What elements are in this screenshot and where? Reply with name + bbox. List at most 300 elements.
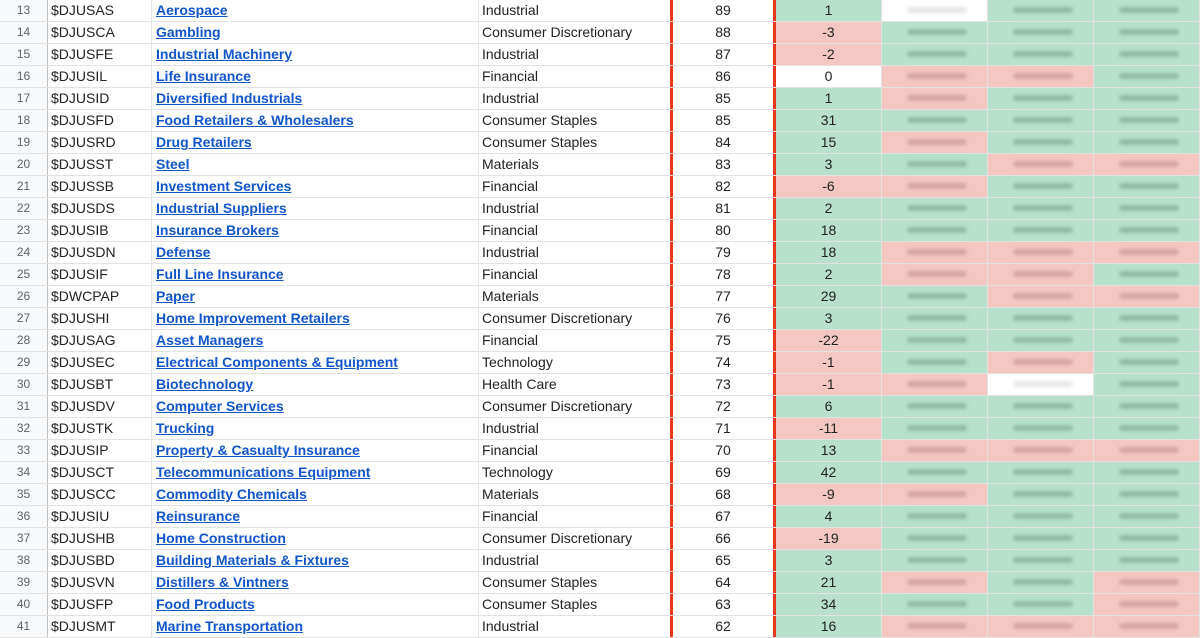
ticker-cell[interactable]: $DJUSCT (48, 462, 152, 483)
rank-cell[interactable]: 66 (670, 528, 776, 549)
blurred-cell[interactable] (988, 330, 1094, 351)
rank-cell[interactable]: 78 (670, 264, 776, 285)
sector-cell[interactable]: Consumer Discretionary (482, 310, 633, 326)
row-number[interactable]: 22 (0, 198, 48, 219)
blurred-cell[interactable] (882, 462, 988, 483)
row-number[interactable]: 25 (0, 264, 48, 285)
industry-name-cell[interactable] (152, 396, 479, 417)
ticker-cell[interactable]: $DJUSEC (48, 352, 152, 373)
sector-cell[interactable]: Materials (482, 288, 539, 304)
blurred-cell[interactable] (988, 264, 1094, 285)
rank-change-cell[interactable]: -11 (776, 418, 882, 439)
ticker-cell[interactable]: $DJUSAG (48, 330, 152, 351)
blurred-cell[interactable] (882, 242, 988, 263)
blurred-cell[interactable] (1094, 22, 1200, 43)
ticker-cell[interactable]: $DJUSBT (48, 374, 152, 395)
industry-link[interactable]: Life Insurance (156, 68, 251, 84)
blurred-cell[interactable] (1094, 440, 1200, 461)
rank-cell[interactable]: 77 (670, 286, 776, 307)
blurred-cell[interactable] (988, 462, 1094, 483)
blurred-cell[interactable] (988, 154, 1094, 175)
row-number[interactable]: 32 (0, 418, 48, 439)
table-row (0, 242, 1200, 264)
rank-cell[interactable]: 84 (670, 132, 776, 153)
blurred-cell[interactable] (882, 440, 988, 461)
blurred-cell[interactable] (1094, 484, 1200, 505)
rank-change-cell[interactable]: 21 (776, 572, 882, 593)
industry-name-cell[interactable] (152, 528, 479, 549)
industry-name-cell[interactable] (152, 198, 479, 219)
blurred-cell[interactable] (988, 594, 1094, 615)
rank-cell[interactable]: 81 (670, 198, 776, 219)
rank-change-cell[interactable]: 3 (776, 308, 882, 329)
ticker-cell[interactable]: $DJUSFE (48, 44, 152, 65)
blurred-cell[interactable] (1094, 308, 1200, 329)
blurred-cell[interactable] (1094, 264, 1200, 285)
sector-cell[interactable]: Financial (482, 222, 539, 238)
ticker-cell[interactable]: $DJUSBD (48, 550, 152, 571)
rank-cell[interactable]: 80 (670, 220, 776, 241)
industry-name-cell[interactable] (152, 22, 479, 43)
rank-change-cell[interactable]: 15 (776, 132, 882, 153)
blurred-cell[interactable] (988, 242, 1094, 263)
industry-name-cell[interactable] (152, 220, 479, 241)
industry-name-cell[interactable] (152, 132, 479, 153)
industry-link[interactable]: Food Products (156, 596, 255, 612)
blurred-cell[interactable] (882, 396, 988, 417)
rank-cell[interactable]: 70 (670, 440, 776, 461)
industry-link[interactable]: Paper (156, 288, 195, 304)
industry-name-cell[interactable] (152, 242, 479, 263)
industry-name-cell[interactable] (152, 572, 479, 593)
rank-cell[interactable]: 73 (670, 374, 776, 395)
rank-cell[interactable]: 76 (670, 308, 776, 329)
rank-cell[interactable]: 88 (670, 22, 776, 43)
industry-name-cell[interactable] (152, 110, 479, 131)
blurred-cell[interactable] (988, 286, 1094, 307)
sector-cell[interactable]: Financial (482, 442, 539, 458)
ticker-cell[interactable]: $DJUSDN (48, 242, 152, 263)
sector-cell[interactable]: Consumer Staples (482, 134, 598, 150)
blurred-cell[interactable] (882, 374, 988, 395)
redacted-value (907, 73, 967, 79)
industry-link[interactable]: Drug Retailers (156, 134, 252, 150)
industry-name-cell[interactable] (152, 44, 479, 65)
sector-cell[interactable]: Consumer Staples (482, 596, 598, 612)
row-number[interactable]: 17 (0, 88, 48, 109)
industry-name-cell[interactable] (152, 308, 479, 329)
industry-link[interactable]: Telecommunications Equipment (156, 464, 371, 480)
rank-cell[interactable]: 82 (670, 176, 776, 197)
blurred-cell[interactable] (988, 198, 1094, 219)
sector-cell[interactable]: Financial (482, 266, 539, 282)
sector-cell[interactable]: Health Care (482, 376, 557, 392)
sector-cell[interactable]: Materials (482, 156, 539, 172)
blurred-cell[interactable] (1094, 242, 1200, 263)
blurred-cell[interactable] (1094, 198, 1200, 219)
rank-cell[interactable]: 74 (670, 352, 776, 373)
ticker-cell[interactable]: $DJUSIF (48, 264, 152, 285)
row-number[interactable]: 20 (0, 154, 48, 175)
row-number[interactable]: 16 (0, 66, 48, 87)
industry-link[interactable]: Full Line Insurance (156, 266, 284, 282)
blurred-cell[interactable] (882, 220, 988, 241)
sector-cell[interactable]: Financial (482, 332, 539, 348)
industry-link[interactable]: Aerospace (156, 2, 228, 18)
blurred-cell[interactable] (1094, 550, 1200, 571)
industry-name-cell[interactable] (152, 330, 479, 351)
rank-change-cell[interactable]: 3 (776, 154, 882, 175)
ticker-cell[interactable]: $DJUSCA (48, 22, 152, 43)
blurred-cell[interactable] (882, 0, 988, 21)
industry-name-cell[interactable] (152, 154, 479, 175)
row-number[interactable]: 15 (0, 44, 48, 65)
sector-cell[interactable]: Consumer Discretionary (482, 530, 633, 546)
table-row (0, 440, 1200, 462)
blurred-cell[interactable] (882, 418, 988, 439)
industry-name-cell[interactable] (152, 616, 479, 637)
blurred-cell[interactable] (988, 308, 1094, 329)
row-number[interactable]: 28 (0, 330, 48, 351)
blurred-cell[interactable] (988, 484, 1094, 505)
blurred-cell[interactable] (1094, 374, 1200, 395)
blurred-cell[interactable] (988, 88, 1094, 109)
industry-link[interactable]: Investment Services (156, 178, 292, 194)
blurred-cell[interactable] (988, 0, 1094, 21)
sector-cell[interactable]: Financial (482, 178, 539, 194)
blurred-cell[interactable] (1094, 572, 1200, 593)
ticker-cell[interactable]: $DJUSID (48, 88, 152, 109)
industry-link[interactable]: Building Materials & Fixtures (156, 552, 349, 568)
blurred-cell[interactable] (1094, 66, 1200, 87)
rank-cell[interactable]: 79 (670, 242, 776, 263)
blurred-cell[interactable] (882, 198, 988, 219)
blurred-cell[interactable] (882, 286, 988, 307)
row-number[interactable]: 31 (0, 396, 48, 417)
blurred-cell[interactable] (1094, 396, 1200, 417)
blurred-cell[interactable] (988, 528, 1094, 549)
rank-cell[interactable]: 89 (670, 0, 776, 21)
rank-change-cell[interactable]: 18 (776, 220, 882, 241)
sector-cell[interactable]: Financial (482, 508, 539, 524)
ticker-cell[interactable]: $DWCPAP (48, 286, 152, 307)
industry-link[interactable]: Trucking (156, 420, 215, 436)
blurred-cell[interactable] (988, 440, 1094, 461)
rank-change-cell[interactable]: 3 (776, 550, 882, 571)
rank-change-cell[interactable]: 2 (776, 198, 882, 219)
industry-link[interactable]: Distillers & Vintners (156, 574, 289, 590)
rank-change-cell[interactable]: -6 (776, 176, 882, 197)
industry-link[interactable]: Steel (156, 156, 190, 172)
ticker-cell[interactable]: $DJUSDV (48, 396, 152, 417)
industry-link[interactable]: Home Construction (156, 530, 286, 546)
row-number[interactable]: 19 (0, 132, 48, 153)
blurred-cell[interactable] (1094, 286, 1200, 307)
ticker-cell[interactable]: $DJUSSB (48, 176, 152, 197)
ticker-cell[interactable]: $DJUSST (48, 154, 152, 175)
blurred-cell[interactable] (882, 572, 988, 593)
industry-name-cell[interactable] (152, 462, 479, 483)
blurred-cell[interactable] (988, 44, 1094, 65)
industry-link[interactable]: Gambling (156, 24, 221, 40)
rank-cell[interactable]: 75 (670, 330, 776, 351)
blurred-cell[interactable] (1094, 462, 1200, 483)
industry-link[interactable]: Industrial Machinery (156, 46, 293, 62)
row-number[interactable]: 39 (0, 572, 48, 593)
blurred-cell[interactable] (988, 132, 1094, 153)
ticker-cell[interactable]: $DJUSCC (48, 484, 152, 505)
blurred-cell[interactable] (1094, 330, 1200, 351)
rank-cell[interactable]: 62 (670, 616, 776, 637)
rank-cell[interactable]: 68 (670, 484, 776, 505)
industry-name-cell[interactable] (152, 176, 479, 197)
blurred-cell[interactable] (882, 506, 988, 527)
rank-change-cell[interactable]: -1 (776, 374, 882, 395)
ticker-cell[interactable]: $DJUSIL (48, 66, 152, 87)
rank-change-cell[interactable]: -2 (776, 44, 882, 65)
sector-cell[interactable]: Industrial (482, 244, 539, 260)
blurred-cell[interactable] (882, 22, 988, 43)
industry-link[interactable]: Biotechnology (156, 376, 254, 392)
blurred-cell[interactable] (988, 616, 1094, 637)
blurred-cell[interactable] (882, 176, 988, 197)
blurred-cell[interactable] (1094, 220, 1200, 241)
blurred-cell[interactable] (882, 550, 988, 571)
sector-cell[interactable]: Consumer Staples (482, 112, 598, 128)
rank-change-cell[interactable]: 13 (776, 440, 882, 461)
rank-change-cell[interactable]: -3 (776, 22, 882, 43)
industry-link[interactable]: Asset Managers (156, 332, 264, 348)
blurred-cell[interactable] (988, 374, 1094, 395)
rank-change-cell[interactable]: -19 (776, 528, 882, 549)
rank-change-cell[interactable]: 29 (776, 286, 882, 307)
rank-cell[interactable]: 86 (670, 66, 776, 87)
row-number[interactable]: 18 (0, 110, 48, 131)
blurred-cell[interactable] (1094, 44, 1200, 65)
sector-cell[interactable]: Industrial (482, 90, 539, 106)
row-number[interactable]: 26 (0, 286, 48, 307)
blurred-cell[interactable] (1094, 0, 1200, 21)
row-number[interactable]: 24 (0, 242, 48, 263)
row-number[interactable]: 13 (0, 0, 48, 21)
blurred-cell[interactable] (882, 528, 988, 549)
rank-cell[interactable]: 67 (670, 506, 776, 527)
industry-name-cell[interactable] (152, 506, 479, 527)
ticker-cell[interactable]: $DJUSFD (48, 110, 152, 131)
ticker-cell[interactable]: $DJUSMT (48, 616, 152, 637)
rank-cell[interactable]: 85 (670, 88, 776, 109)
row-number[interactable]: 37 (0, 528, 48, 549)
industry-link[interactable]: Industrial Suppliers (156, 200, 287, 216)
blurred-cell[interactable] (1094, 132, 1200, 153)
row-number[interactable]: 23 (0, 220, 48, 241)
row-number[interactable]: 35 (0, 484, 48, 505)
sector-cell[interactable]: Industrial (482, 200, 539, 216)
ticker-cell[interactable]: $DJUSVN (48, 572, 152, 593)
blurred-cell[interactable] (1094, 88, 1200, 109)
blurred-cell[interactable] (882, 88, 988, 109)
blurred-cell[interactable] (882, 110, 988, 131)
row-number[interactable]: 41 (0, 616, 48, 637)
sector-cell[interactable]: Materials (482, 486, 539, 502)
industry-name-cell[interactable] (152, 484, 479, 505)
rank-change-cell[interactable]: 1 (776, 88, 882, 109)
sector-cell[interactable]: Industrial (482, 46, 539, 62)
industry-link[interactable]: Food Retailers & Wholesalers (156, 112, 354, 128)
blurred-cell[interactable] (1094, 528, 1200, 549)
industry-link[interactable]: Computer Services (156, 398, 284, 414)
redacted-value (1119, 601, 1179, 607)
industry-name-cell[interactable] (152, 594, 479, 615)
sector-cell[interactable]: Industrial (482, 420, 539, 436)
row-number[interactable]: 34 (0, 462, 48, 483)
blurred-cell[interactable] (1094, 616, 1200, 637)
sector-cell[interactable]: Technology (482, 464, 553, 480)
blurred-cell[interactable] (988, 22, 1094, 43)
blurred-cell[interactable] (1094, 176, 1200, 197)
blurred-cell[interactable] (882, 264, 988, 285)
industry-link[interactable]: Property & Casualty Insurance (156, 442, 360, 458)
industry-link[interactable]: Marine Transportation (156, 618, 304, 634)
blurred-cell[interactable] (1094, 110, 1200, 131)
blurred-cell[interactable] (1094, 594, 1200, 615)
sector-cell[interactable]: Industrial (482, 618, 539, 634)
redacted-value (907, 557, 967, 563)
sector-cell[interactable]: Consumer Discretionary (482, 398, 633, 414)
redacted-value (1013, 469, 1073, 475)
sector-cell[interactable]: Technology (482, 354, 553, 370)
rank-change-cell[interactable]: 34 (776, 594, 882, 615)
ticker-cell[interactable]: $DJUSFP (48, 594, 152, 615)
industry-name-cell[interactable] (152, 440, 479, 461)
industry-name-cell[interactable] (152, 374, 479, 395)
row-number[interactable]: 29 (0, 352, 48, 373)
blurred-cell[interactable] (882, 594, 988, 615)
blurred-cell[interactable] (988, 396, 1094, 417)
ticker-cell[interactable]: $DJUSIU (48, 506, 152, 527)
rank-cell[interactable]: 83 (670, 154, 776, 175)
rank-change-cell[interactable]: 1 (776, 0, 882, 21)
rank-cell[interactable]: 85 (670, 110, 776, 131)
industry-name-cell[interactable] (152, 88, 479, 109)
rank-change-cell[interactable]: 4 (776, 506, 882, 527)
row-number[interactable]: 38 (0, 550, 48, 571)
sector-cell[interactable]: Financial (482, 68, 539, 84)
blurred-cell[interactable] (988, 352, 1094, 373)
industry-name-cell[interactable] (152, 264, 479, 285)
redacted-value (1013, 51, 1073, 57)
blurred-cell[interactable] (882, 132, 988, 153)
sector-cell[interactable]: Industrial (482, 552, 539, 568)
blurred-cell[interactable] (988, 110, 1094, 131)
blurred-cell[interactable] (882, 308, 988, 329)
blurred-cell[interactable] (1094, 506, 1200, 527)
industry-name-cell[interactable] (152, 0, 479, 21)
industry-link[interactable]: Insurance Brokers (156, 222, 279, 238)
sector-cell[interactable]: Consumer Discretionary (482, 24, 633, 40)
blurred-cell[interactable] (988, 550, 1094, 571)
industry-name-cell[interactable] (152, 66, 479, 87)
rank-change-cell[interactable]: -9 (776, 484, 882, 505)
blurred-cell[interactable] (988, 176, 1094, 197)
rank-cell[interactable]: 72 (670, 396, 776, 417)
ticker-cell[interactable]: $DJUSAS (48, 0, 152, 21)
blurred-cell[interactable] (882, 44, 988, 65)
rank-change-cell[interactable]: -22 (776, 330, 882, 351)
row-number[interactable]: 27 (0, 308, 48, 329)
row-number[interactable]: 21 (0, 176, 48, 197)
ticker-cell[interactable]: $DJUSTK (48, 418, 152, 439)
industry-link[interactable]: Commodity Chemicals (156, 486, 307, 502)
ticker-cell[interactable]: $DJUSRD (48, 132, 152, 153)
industry-name-cell[interactable] (152, 286, 479, 307)
rank-change-cell[interactable]: 2 (776, 264, 882, 285)
industry-name-cell[interactable] (152, 550, 479, 571)
ticker-cell[interactable]: $DJUSHB (48, 528, 152, 549)
blurred-cell[interactable] (882, 330, 988, 351)
row-number[interactable]: 40 (0, 594, 48, 615)
industry-link[interactable]: Reinsurance (156, 508, 241, 524)
ticker-cell[interactable]: $DJUSDS (48, 198, 152, 219)
rank-cell[interactable]: 64 (670, 572, 776, 593)
blurred-cell[interactable] (882, 66, 988, 87)
industry-link[interactable]: Defense (156, 244, 211, 260)
row-number[interactable]: 33 (0, 440, 48, 461)
rank-change-cell[interactable]: 18 (776, 242, 882, 263)
rank-cell[interactable]: 65 (670, 550, 776, 571)
blurred-cell[interactable] (988, 418, 1094, 439)
ticker-cell[interactable]: $DJUSHI (48, 308, 152, 329)
row-number[interactable]: 14 (0, 22, 48, 43)
blurred-cell[interactable] (988, 572, 1094, 593)
redacted-value (1119, 293, 1179, 299)
row-number[interactable]: 30 (0, 374, 48, 395)
blurred-cell[interactable] (988, 220, 1094, 241)
rank-change-cell[interactable]: -1 (776, 352, 882, 373)
blurred-cell[interactable] (1094, 352, 1200, 373)
blurred-cell[interactable] (988, 506, 1094, 527)
rank-change-cell[interactable]: 42 (776, 462, 882, 483)
blurred-cell[interactable] (1094, 418, 1200, 439)
rank-change-cell[interactable]: 6 (776, 396, 882, 417)
row-number[interactable]: 36 (0, 506, 48, 527)
industry-link[interactable]: Home Improvement Retailers (156, 310, 350, 326)
ticker-cell[interactable]: $DJUSIB (48, 220, 152, 241)
blurred-cell[interactable] (882, 154, 988, 175)
rank-cell[interactable]: 87 (670, 44, 776, 65)
industry-name-cell[interactable] (152, 418, 479, 439)
industry-link[interactable]: Diversified Industrials (156, 90, 303, 106)
redacted-value (1119, 469, 1179, 475)
sector-cell[interactable]: Consumer Staples (482, 574, 598, 590)
ticker-cell[interactable]: $DJUSIP (48, 440, 152, 461)
rank-cell[interactable]: 69 (670, 462, 776, 483)
industry-name-cell[interactable] (152, 352, 479, 373)
redacted-value (1119, 205, 1179, 211)
blurred-cell[interactable] (882, 352, 988, 373)
blurred-cell[interactable] (882, 616, 988, 637)
blurred-cell[interactable] (882, 484, 988, 505)
rank-cell[interactable]: 71 (670, 418, 776, 439)
rank-change-cell[interactable]: 16 (776, 616, 882, 637)
rank-change-cell[interactable]: 0 (776, 66, 882, 87)
sector-cell[interactable]: Industrial (482, 2, 539, 18)
rank-cell[interactable]: 63 (670, 594, 776, 615)
industry-link[interactable]: Electrical Components & Equipment (156, 354, 398, 370)
rank-change-cell[interactable]: 31 (776, 110, 882, 131)
blurred-cell[interactable] (988, 66, 1094, 87)
blurred-cell[interactable] (1094, 154, 1200, 175)
